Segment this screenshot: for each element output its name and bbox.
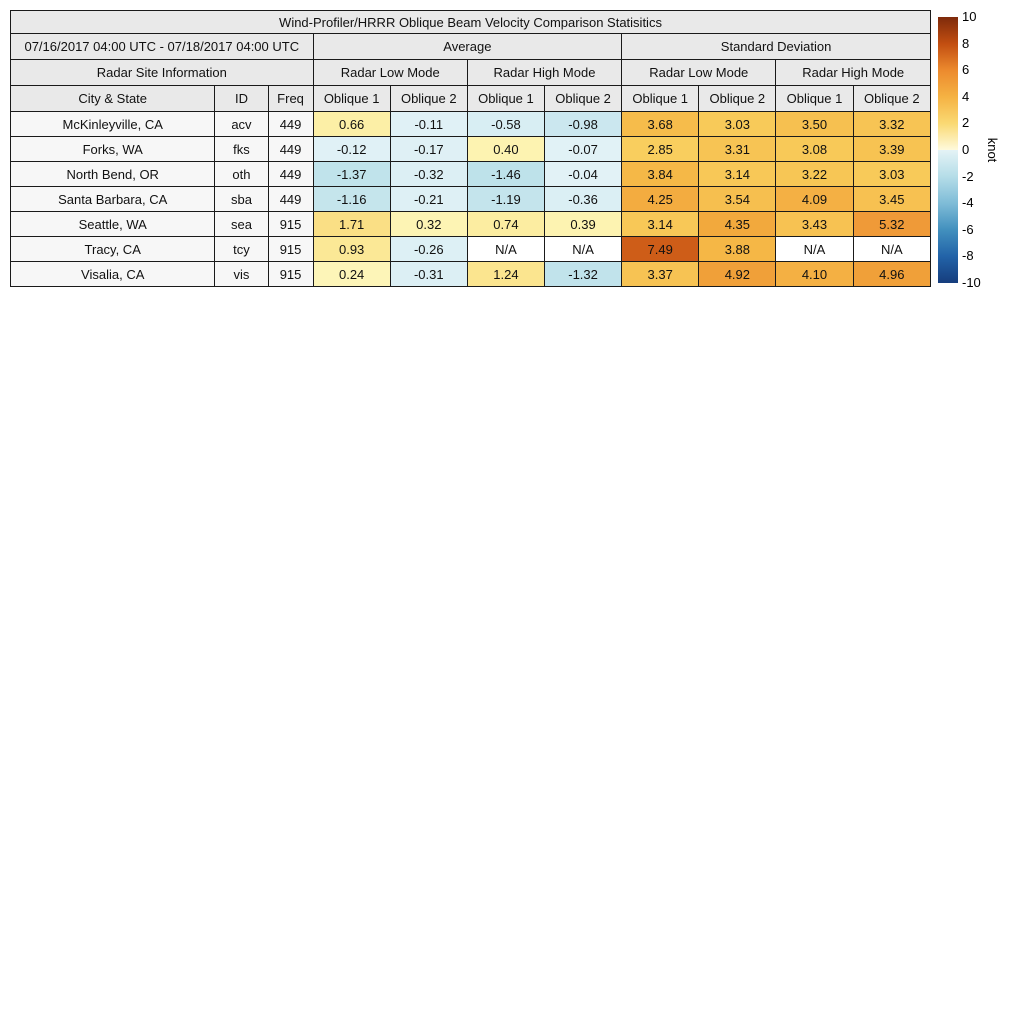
- site-id-cell: sba: [215, 187, 268, 212]
- column-header-oblique2: Oblique 2: [699, 86, 776, 112]
- city-cell: McKinleyville, CA: [11, 112, 215, 137]
- value-cell: 0.24: [313, 262, 390, 287]
- freq-cell: 915: [268, 212, 313, 237]
- value-cell: -1.19: [467, 187, 544, 212]
- colorbar-tick-label: -10: [962, 274, 981, 290]
- value-cell: 3.45: [853, 187, 930, 212]
- value-cell: 3.68: [622, 112, 699, 137]
- value-cell: 4.10: [776, 262, 853, 287]
- table-row: [11, 187, 931, 212]
- colorbar-tick-label: -8: [962, 248, 974, 264]
- value-cell: 3.31: [699, 137, 776, 162]
- value-cell: 0.66: [313, 112, 390, 137]
- city-cell: Santa Barbara, CA: [11, 187, 215, 212]
- value-cell: 7.49: [622, 237, 699, 262]
- site-id-cell: acv: [215, 112, 268, 137]
- column-header-city: City & State: [11, 86, 215, 112]
- group-header-average: Average: [313, 34, 622, 60]
- freq-cell: 449: [268, 162, 313, 187]
- value-cell: 3.03: [699, 112, 776, 137]
- site-id-cell: vis: [215, 262, 268, 287]
- column-header-oblique1: Oblique 1: [776, 86, 853, 112]
- colorbar-tick-label: -4: [962, 195, 974, 211]
- table-row: [11, 112, 931, 137]
- value-cell: 3.32: [853, 112, 930, 137]
- colorbar-axis-label: knot: [985, 137, 1000, 163]
- value-cell: N/A: [853, 237, 930, 262]
- value-cell: -1.32: [545, 262, 622, 287]
- value-cell: N/A: [467, 237, 544, 262]
- value-cell: 3.03: [853, 162, 930, 187]
- value-cell: 5.32: [853, 212, 930, 237]
- city-cell: North Bend, OR: [11, 162, 215, 187]
- city-cell: Forks, WA: [11, 137, 215, 162]
- value-cell: 4.25: [622, 187, 699, 212]
- value-cell: -0.12: [313, 137, 390, 162]
- group-header-avg-low-mode: Radar Low Mode: [313, 60, 467, 86]
- table-title: Wind-Profiler/HRRR Oblique Beam Velocity Comparison Statisitics: [11, 11, 931, 34]
- column-header-oblique2: Oblique 2: [853, 86, 930, 112]
- value-cell: -0.32: [390, 162, 467, 187]
- stats-table-container: [10, 10, 931, 287]
- date-range: 07/16/2017 04:00 UTC - 07/18/2017 04:00 UTC: [11, 34, 314, 60]
- group-header-avg-high-mode: Radar High Mode: [467, 60, 621, 86]
- site-id-cell: fks: [215, 137, 268, 162]
- value-cell: 0.40: [467, 137, 544, 162]
- value-cell: -1.37: [313, 162, 390, 187]
- freq-cell: 449: [268, 187, 313, 212]
- stats-table: [10, 10, 931, 287]
- table-row: [11, 237, 931, 262]
- value-cell: -0.17: [390, 137, 467, 162]
- site-id-cell: tcy: [215, 237, 268, 262]
- value-cell: -0.36: [545, 187, 622, 212]
- value-cell: 3.84: [622, 162, 699, 187]
- freq-cell: 915: [268, 237, 313, 262]
- value-cell: 1.71: [313, 212, 390, 237]
- colorbar-tick-label: -6: [962, 221, 974, 237]
- value-cell: N/A: [776, 237, 853, 262]
- freq-cell: 915: [268, 262, 313, 287]
- freq-cell: 449: [268, 112, 313, 137]
- value-cell: 0.93: [313, 237, 390, 262]
- value-cell: 0.39: [545, 212, 622, 237]
- column-header-oblique1: Oblique 1: [313, 86, 390, 112]
- value-cell: 2.85: [622, 137, 699, 162]
- city-cell: Tracy, CA: [11, 237, 215, 262]
- value-cell: -0.04: [545, 162, 622, 187]
- column-header-id: ID: [215, 86, 268, 112]
- colorbar-tick-label: 8: [962, 35, 970, 51]
- colorbar-tick-label: -2: [962, 168, 974, 184]
- value-cell: 3.14: [699, 162, 776, 187]
- value-cell: 4.96: [853, 262, 930, 287]
- value-cell: -0.11: [390, 112, 467, 137]
- value-cell: -0.26: [390, 237, 467, 262]
- site-id-cell: sea: [215, 212, 268, 237]
- city-cell: Seattle, WA: [11, 212, 215, 237]
- value-cell: -0.07: [545, 137, 622, 162]
- value-cell: 3.43: [776, 212, 853, 237]
- value-cell: -0.98: [545, 112, 622, 137]
- value-cell: 0.74: [467, 212, 544, 237]
- colorbar-tick-label: 10: [962, 9, 977, 24]
- group-header-site-info: Radar Site Information: [11, 60, 314, 86]
- value-cell: 3.88: [699, 237, 776, 262]
- column-header-oblique1: Oblique 1: [622, 86, 699, 112]
- value-cell: 3.50: [776, 112, 853, 137]
- value-cell: 3.22: [776, 162, 853, 187]
- colorbar-gradient: [938, 17, 958, 283]
- table-row: [11, 137, 931, 162]
- value-cell: 3.14: [622, 212, 699, 237]
- column-header-oblique2: Oblique 2: [390, 86, 467, 112]
- table-row: [11, 262, 931, 287]
- table-body: [11, 112, 931, 287]
- table-row: [11, 162, 931, 187]
- value-cell: -0.21: [390, 187, 467, 212]
- value-cell: 3.54: [699, 187, 776, 212]
- value-cell: 3.37: [622, 262, 699, 287]
- group-header-std-dev: Standard Deviation: [622, 34, 931, 60]
- group-row-2: [11, 60, 931, 86]
- column-header-oblique1: Oblique 1: [467, 86, 544, 112]
- value-cell: 3.39: [853, 137, 930, 162]
- table-row: [11, 212, 931, 237]
- group-header-std-low-mode: Radar Low Mode: [622, 60, 776, 86]
- column-header-freq: Freq: [268, 86, 313, 112]
- value-cell: 1.24: [467, 262, 544, 287]
- column-header-oblique2: Oblique 2: [545, 86, 622, 112]
- value-cell: -0.31: [390, 262, 467, 287]
- title-row: [11, 11, 931, 34]
- value-cell: 4.09: [776, 187, 853, 212]
- colorbar-tick-label: 2: [962, 115, 970, 131]
- value-cell: 4.92: [699, 262, 776, 287]
- colorbar-tick-label: 4: [962, 88, 970, 104]
- value-cell: -1.16: [313, 187, 390, 212]
- column-header-row: [11, 86, 931, 112]
- site-id-cell: oth: [215, 162, 268, 187]
- value-cell: 0.32: [390, 212, 467, 237]
- city-cell: Visalia, CA: [11, 262, 215, 287]
- value-cell: -1.46: [467, 162, 544, 187]
- value-cell: 3.08: [776, 137, 853, 162]
- group-header-std-high-mode: Radar High Mode: [776, 60, 931, 86]
- value-cell: -0.58: [467, 112, 544, 137]
- value-cell: 4.35: [699, 212, 776, 237]
- value-cell: N/A: [545, 237, 622, 262]
- colorbar-tick-label: 6: [962, 62, 970, 78]
- group-row-1: [11, 34, 931, 60]
- colorbar-tick-label: 0: [962, 141, 970, 157]
- freq-cell: 449: [268, 137, 313, 162]
